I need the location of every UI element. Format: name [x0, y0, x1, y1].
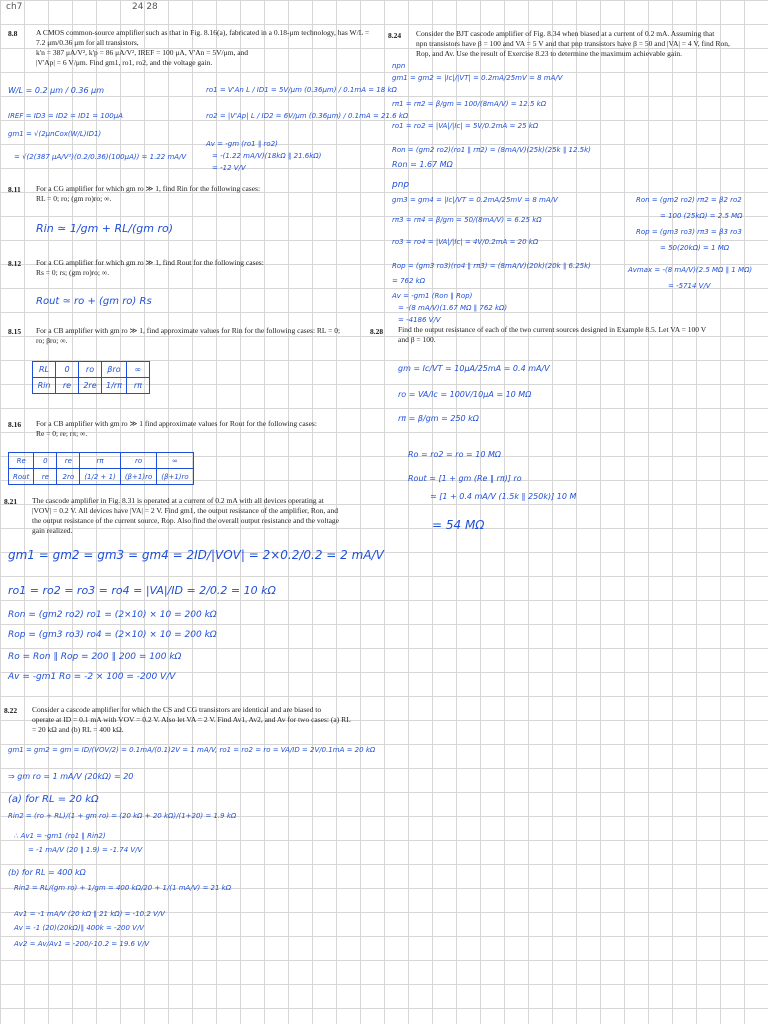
handwritten-note: rπ3 = rπ4 = β/gm = 50/(8mA/V) = 6.25 kΩ: [392, 216, 542, 224]
table-cell: 0: [34, 453, 57, 469]
handwritten-note: ro1 = V'An L / ID1 = 5V/μm (0.36μm) / 0.1mA = 18 kΩ: [206, 86, 397, 94]
handwritten-note: pnp: [392, 180, 410, 190]
table-cell: re: [57, 453, 80, 469]
handwritten-note: ro2 = |V'Ap| L / ID2 = 6V/μm (0.36μm) / 0.1mA = 21.6 kΩ: [206, 112, 409, 120]
handwritten-note: = 762 kΩ: [392, 277, 426, 285]
problem-8-16-text: [36, 419, 370, 439]
page-header-chapter: ch7: [6, 2, 23, 12]
table-row: [33, 378, 150, 394]
handwritten-note: ∴ Av1 = -gm1 (ro1 ∥ Rin2): [14, 832, 106, 840]
problem-line: npn transistors have β = 100 and VA = 5 V and that pnp transistors have β = 50 and |VA| = 4 V, find Ron,: [416, 39, 730, 48]
problem-line: For a CG amplifier for which gm ro ≫ 1, find Rin for the following cases:: [36, 184, 261, 193]
problem-number: 8.28: [370, 327, 384, 336]
table-row: [9, 453, 194, 469]
handwritten-note: Ron = (gm2 ro2)(ro1 ∥ rπ2) = (8mA/V)(25k)(25k ∥ 12.5k): [392, 146, 591, 154]
handwritten-note: W/L = 0.2 μm / 0.36 μm: [8, 86, 105, 95]
table-cell: ro: [120, 453, 156, 469]
problem-number: 8.22: [4, 706, 18, 715]
handwritten-note: Rout ≃ ro + (gm ro) Rs: [36, 296, 152, 307]
table-cell: Re: [9, 453, 34, 469]
handwritten-note: Rout ≃ [1 + gm (Re ∥ rπ)] ro: [408, 474, 522, 483]
handwritten-note: Ro = Ron ∥ Rop = 200 ∥ 200 = 100 kΩ: [8, 652, 182, 662]
table-cell: 1/rπ: [102, 378, 127, 394]
table-cell: (1/2 + 1): [80, 469, 121, 485]
handwritten-note: Rop = (gm3 ro3) rπ3 = β3 ro3: [636, 228, 742, 236]
problem-8-28-text: [398, 325, 762, 345]
problem-line: Rs = 0; rs; (gm ro)ro; ∞.: [36, 268, 110, 277]
handwritten-note: gm3 = gm4 = |Ic|/VT = 0.2mA/25mV = 8 mA/V: [392, 196, 558, 204]
problem-line: The cascode amplifier in Fig. 8.31 is operated at a current of 0.2 mA with all devices operating at: [32, 496, 324, 505]
handwritten-note: Ro = ro2 = ro = 10 MΩ: [408, 450, 502, 459]
problem-line: Consider the BJT cascode amplifier of Fig. 8.34 when biased at a current of 0.2 mA. Assuming that: [416, 29, 715, 38]
handwritten-note: Av = -gm1 Ro = -2 × 100 = -200 V/V: [8, 672, 176, 682]
handwritten-note: rπ = β/gm = 250 kΩ: [398, 414, 479, 423]
table-cell: Rout: [9, 469, 34, 485]
handwritten-note: Ron = (gm2 ro2) ro1 = (2×10) × 10 = 200 kΩ: [8, 610, 217, 620]
table-8-16: [8, 452, 194, 485]
problem-line: RL = 0; ro; (gm ro)ro; ∞.: [36, 194, 112, 203]
handwritten-note: = -1 mA/V (20 ∥ 1.9) = -1.74 V/V: [28, 846, 143, 854]
problem-line: Find the output resistance of each of the two current sources designed in Example 8.5. Let VA = 100 V: [398, 325, 707, 334]
problem-line: Rop, and Av. Use the result of Exercise 8.23 to determine the maximum achievable gain.: [416, 49, 682, 58]
table-cell: (β+1)ro: [157, 469, 193, 485]
handwritten-note: gm1 = gm2 = gm3 = gm4 = 2ID/|VOV| = 2×0.2/0.2 = 2 mA/V: [8, 548, 384, 562]
handwritten-note: ≃ [1 + 0.4 mA/V (1.5k ∥ 250k)] 10 M: [430, 492, 577, 501]
table-cell: ∞: [126, 362, 149, 378]
table-cell: RL: [33, 362, 56, 378]
handwritten-note: gm1 = gm2 = gm = ID/(VOV/2) = 0.1mA/(0.1)2V = 1 mA/V, ro1 = ro2 = ro = VA/ID = 2V/0.1mA = 20 kΩ: [8, 746, 376, 754]
table-cell: rπ: [80, 453, 121, 469]
handwritten-note: = -5714 V/V: [668, 282, 711, 290]
handwritten-note: Av = -gm (ro1 ∥ ro2): [206, 140, 278, 148]
handwritten-note: Rin2 = RL/(gm ro) + 1/gm = 400 kΩ/20 + 1/(1 mA/V) = 21 kΩ: [14, 884, 232, 892]
handwritten-note: Rin ≃ 1/gm + RL/(gm ro): [36, 222, 174, 235]
problem-number: 8.11: [8, 185, 21, 194]
handwritten-note: = -(8 mA/V)(1.67 MΩ ∥ 762 kΩ): [398, 304, 508, 312]
handwritten-note: Avmax = -(8 mA/V)(2.5 MΩ ∥ 1 MΩ): [628, 266, 753, 274]
problem-number: 8.24: [388, 31, 402, 40]
handwritten-note: (a) for RL = 20 kΩ: [8, 794, 99, 805]
problem-number: 8.16: [8, 420, 22, 429]
problem-line: and β = 100.: [398, 335, 436, 344]
handwritten-note: = -4186 V/V: [398, 316, 441, 324]
problem-line: For a CG amplifier for which gm ro ≫ 1, find Rout for the following cases:: [36, 258, 264, 267]
problem-number: 8.12: [8, 259, 22, 268]
handwritten-note: Ron = 1.67 MΩ: [392, 160, 453, 169]
handwritten-note: rπ1 = rπ2 = β/gm = 100/(8mA/V) = 12.5 kΩ: [392, 100, 547, 108]
problem-line: A CMOS common-source amplifier such as that in Fig. 8.16(a), fabricated in a 0.18-μm technology, has W/L = 7.2 μm/0.36 μm for all transistors,: [36, 28, 370, 47]
handwritten-note: gm1 = √(2μnCox(W/L)ID1): [8, 130, 102, 138]
problem-line: k'n = 387 μA/V², k'p = 86 μA/V², IREF = 100 μA, V'An = 5V/μm, and: [36, 48, 249, 57]
handwritten-note: = -(1.22 mA/V)(18kΩ ∥ 21.6kΩ): [212, 152, 322, 160]
table-cell: ro: [79, 362, 102, 378]
table-8-15: [32, 361, 150, 394]
problem-line: For a CB amplifier with gm ro ≫ 1, find approximate values for Rin for the following cases: RL = 0;: [36, 326, 341, 335]
table-cell: rπ: [126, 378, 149, 394]
problem-8-15-text: [36, 326, 370, 346]
problem-number: 8.8: [8, 29, 18, 38]
problem-line: Re = 0; re; rπ; ∞.: [36, 429, 88, 438]
problem-line: Consider a cascode amplifier for which the CS and CG transistors are identical and are biased to: [32, 705, 322, 714]
table-cell: 2re: [79, 378, 102, 394]
handwritten-note: ro1 = ro2 = ro3 = ro4 = |VA|/ID = 2/0.2 = 10 kΩ: [8, 584, 276, 597]
problem-line: ro; βro; ∞.: [36, 336, 68, 345]
handwritten-note: (b) for RL = 400 kΩ: [8, 868, 86, 877]
table-cell: βro: [102, 362, 127, 378]
problem-line: For a CB amplifier with gm ro ≫ 1 find approximate values for Rout for the following cases:: [36, 419, 317, 428]
handwritten-note: Ron = (gm2 ro2) rπ2 = β2 ro2: [636, 196, 742, 204]
handwritten-note: Rop = (gm3 ro3) ro4 = (2×10) × 10 = 200 kΩ: [8, 630, 217, 640]
handwritten-note: ⇒ gm ro = 1 mA/V (20kΩ) = 20: [8, 772, 134, 781]
problem-8-8-text: [36, 28, 370, 68]
problem-line: |V'Ap| = 6 V/μm. Find gm1, ro1, ro2, and the voltage gain.: [36, 58, 213, 67]
problem-8-24-text: [416, 29, 762, 59]
handwritten-note: = 50(20kΩ) = 1 MΩ: [660, 244, 730, 252]
problem-line: gain realized.: [32, 526, 73, 535]
table-cell: Rin: [33, 378, 56, 394]
handwritten-note: Rin2 = (ro + RL)/(1 + gm ro) = (20 kΩ + 20 kΩ)/(1+20) = 1.9 kΩ: [8, 812, 237, 820]
handwritten-note: IREF = ID3 = ID2 = ID1 = 100μA: [8, 112, 123, 120]
problem-8-21-text: [32, 496, 370, 536]
problem-number: 8.21: [4, 497, 18, 506]
handwritten-note: ro3 = ro4 = |VA|/|Ic| = 4V/0.2mA = 20 kΩ: [392, 238, 539, 246]
table-cell: (β+1)ro: [120, 469, 156, 485]
table-cell: ∞: [157, 453, 193, 469]
problem-8-22-text: [32, 705, 370, 735]
handwritten-note: = √(2(387 μA/V²)(0.2/0.36)(100μA)) = 1.22 mA/V: [14, 153, 187, 161]
handwritten-note: = 54 MΩ: [432, 518, 485, 532]
handwritten-note: npn: [392, 62, 406, 70]
table-cell: re: [34, 469, 57, 485]
handwritten-note: gm1 = gm2 = |Ic|/|VT| = 0.2mA/25mV = 8 mA/V: [392, 74, 563, 82]
handwritten-note: ro = VA/Ic = 100V/10μA = 10 MΩ: [398, 390, 532, 399]
problem-line: = 20 kΩ and (b) RL = 400 kΩ.: [32, 725, 124, 734]
problem-line: the output resistance of the current source, Rop. Also find the overall output resistance and the voltage: [32, 516, 339, 525]
handwritten-note: ro1 = ro2 = |VA|/|Ic| = 5V/0.2mA = 25 kΩ: [392, 122, 539, 130]
problem-number: 8.15: [8, 327, 22, 336]
problem-8-12-text: [36, 258, 370, 278]
handwritten-note: Av = -gm1 (Ron ∥ Rop): [392, 292, 473, 300]
handwritten-note: Rop = (gm3 ro3)(ro4 ∥ rπ3) = (8mA/V)(20k)(20k ∥ 6.25k): [392, 262, 591, 270]
handwritten-note: gm = Ic/VT = 10μA/25mA = 0.4 mA/V: [398, 364, 550, 373]
table-row: [9, 469, 194, 485]
problem-line: operate at ID = 0.1 mA with VOV = 0.2 V. Also let VA = 2 V. Find Av1, Av2, and Av for two cases: (a) RL: [32, 715, 351, 724]
problem-8-11-text: [36, 184, 370, 204]
handwritten-note: = 100 (25kΩ) = 2.5 MΩ: [660, 212, 743, 220]
table-row: [33, 362, 150, 378]
table-cell: 0: [56, 362, 79, 378]
handwritten-note: Av = -1 (20)(20kΩ)∥ 400k = -200 V/V: [14, 924, 145, 932]
handwritten-note: Av1 = -1 mA/V (20 kΩ ∥ 21 kΩ) = -10.2 V/V: [14, 910, 165, 918]
problem-line: |VOV| = 0.2 V. All devices have |VA| = 2 V. Find gm1, the output resistance of the amplifier, Ron, and: [32, 506, 338, 515]
page-header-pages: 24 28: [132, 2, 158, 12]
handwritten-note: Av2 = Av/Av1 = -200/-10.2 = 19.6 V/V: [14, 940, 150, 948]
table-cell: re: [56, 378, 79, 394]
handwritten-note: = -12 V/V: [212, 164, 246, 172]
table-cell: 2ro: [57, 469, 80, 485]
